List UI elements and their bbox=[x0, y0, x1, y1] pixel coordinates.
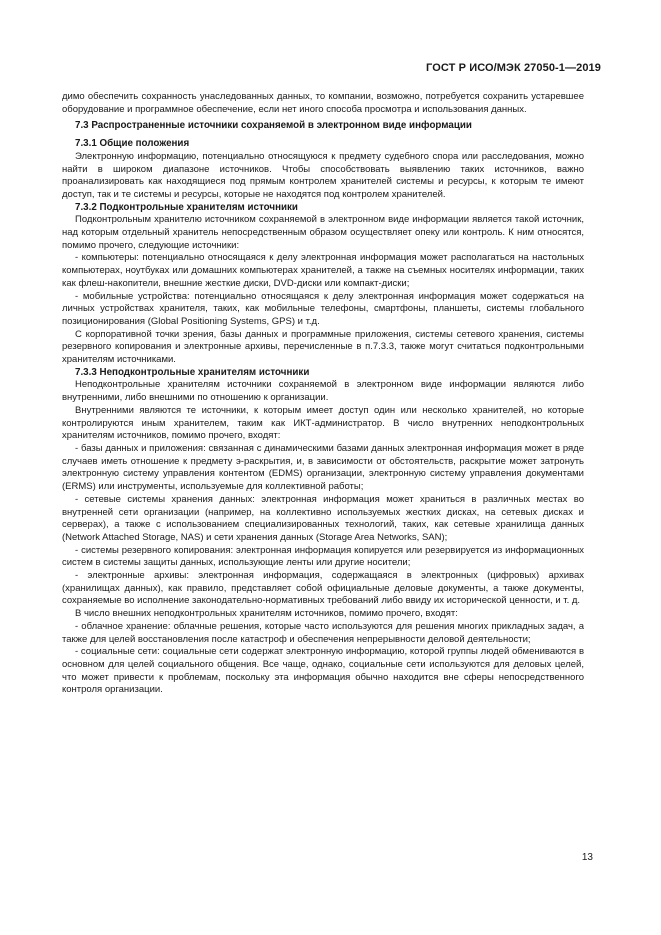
section-7-3-2-heading: 7.3.2 Подконтрольные хранителям источники bbox=[75, 201, 298, 213]
paragraph: С корпоративной точки зрения, базы данных и программные приложения, системы сетевого хранения, системы резервного копирования и электронные архивы, перечисленные в п.7.3.3, также могут считаться подконтрольными хранителям источниками. bbox=[62, 328, 584, 366]
paragraph: Неподконтрольные хранителям источники сохраняемой в электронном виде информации являются либо внутренними, либо внешними по отношению к организации. bbox=[62, 379, 584, 404]
page-number: 13 bbox=[581, 852, 593, 863]
section-7-3-3-heading: 7.3.3 Неподконтрольные хранителям источники bbox=[75, 366, 310, 378]
section-7-3-heading: 7.3 Распространенные источники сохраняемой в электронном виде информации bbox=[75, 120, 472, 132]
paragraph: Подконтрольным хранителю источником сохраняемой в электронном виде информации является такой источник, над которым отдельный хранитель непосредственным образом осуществляет опеку или контроль. К ним относятся, помимо прочего, следующие источники: bbox=[62, 214, 584, 251]
list-item: - электронные архивы: электронная информация, содержащаяся в электронных (цифровых) архивах (хранилищах данных), как правило, представляет собой официальные деловые документы, а также документы, сохраняемые во исполнение законодательно-нормативных требований либо ввиду их исторической ценности, и т. д. bbox=[62, 570, 584, 607]
list-item: - сетевые системы хранения данных: электронная информация может храниться в различных местах во внутренней сети организации (например, на коллективно используемых жестких дисках, на сетевых дисках и серверах), а также с использованием специализированных технологий, таких, как сетевые хранилища данных (Network Attached Storage, NAS) и сети хранения данных (Storage Area Networks, SAN); bbox=[62, 493, 584, 543]
list-item: - базы данных и приложения: связанная с динамическими базами данных электронная информация может в ряде случаев иметь отношение к предмету э-раскрытия, и, в зависимости от обстоятельств, раскрытие может затронуть электронную систему управления контентом (EDMS) организации, электронную систему управления документами (ERMS) или инструменты, используемые для коллективной работы; bbox=[62, 442, 584, 493]
paragraph: Внутренними являются те источники, к которым имеет доступ один или несколько хранителей, но которые контролируются иным хранителем, таким как ИКТ-администратор. В число внутренних неподконтрольных хранителям источников, помимо прочего, входят: bbox=[62, 404, 584, 442]
list-item: - мобильные устройства: потенциально относящаяся к делу электронная информация может содержаться на личных устройствах хранителя, таких, как мобильные телефоны, смартфоны, планшеты, системы глобального позиционирования (Global Positioning Systems, GPS) и т.д. bbox=[62, 290, 584, 327]
paragraph: Электронную информацию, потенциально относящуюся к предмету судебного спора или расследования, можно найти в широком диапазоне источников. Чтобы способствовать выявлению таких источников, важно проанализировать как находящиеся под прямым контролем хранителей системы и ресурсы, к которым те имеют доступ, так и те системы и ресурсы, которые не находятся под контролем хранителей. bbox=[62, 150, 584, 200]
document-header: ГОСТ Р ИСО/МЭК 27050-1—2019 bbox=[426, 62, 601, 74]
document-body bbox=[62, 91, 584, 697]
list-item: - облачное хранение: облачные решения, которые часто используются для решения многих прикладных задач, а также для целей восстановления после катастроф и обеспечения непрерывности деловой деятельности; bbox=[62, 620, 584, 645]
intro-paragraph: димо обеспечить сохранность унаследованных данных, то компании, возможно, потребуется сохранить устаревшее оборудование и программное обеспечение, если нет иного способа просмотра и использования данных. bbox=[62, 91, 584, 115]
paragraph: В число внешних неподконтрольных хранителям источников, помимо прочего, входят: bbox=[75, 608, 458, 620]
list-item: - системы резервного копирования: электронная информация копируется или резервируется из информационных систем в системы защиты данных, использующие ленты или другие носители; bbox=[62, 544, 584, 569]
list-item: - социальные сети: социальные сети содержат электронную информацию, которой группы людей обмениваются в основном для целей социального общения. Все чаще, однако, социальные сети используются для деловых целей, что может привести к проблемам, поскольку эта информация обычно находится вне сферы непосредственного контроля организации. bbox=[62, 646, 584, 696]
list-item: - компьютеры: потенциально относящаяся к делу электронная информация может располагаться на настольных компьютерах, ноутбуках или домашних компьютерах хранителей, а также на съемных носителях информации, таких как флеш-накопители, внешние жесткие диски, DVD-диски или компакт-диски; bbox=[62, 252, 584, 289]
section-7-3-1-heading: 7.3.1 Общие положения bbox=[75, 138, 190, 150]
